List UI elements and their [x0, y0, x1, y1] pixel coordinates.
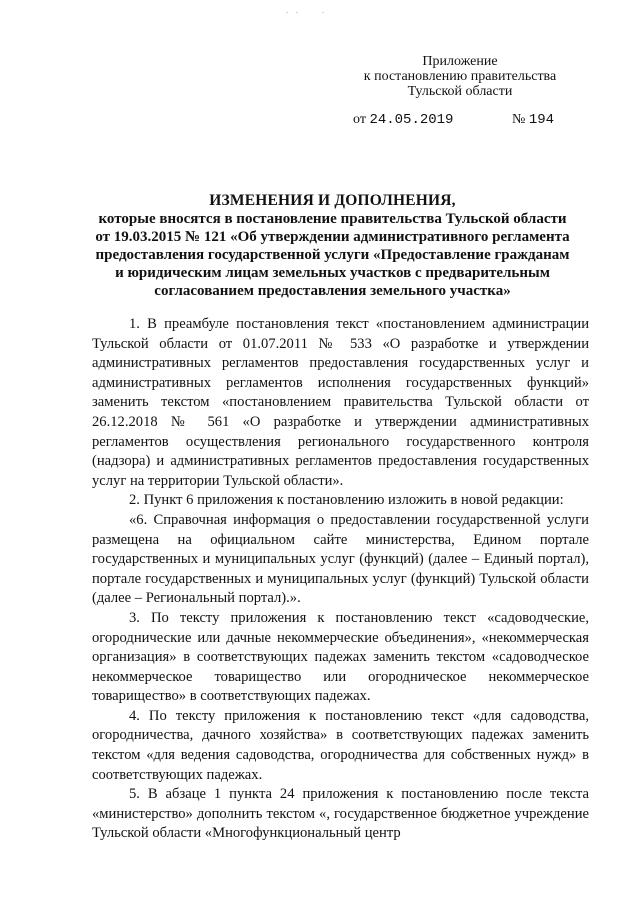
paragraph-3: 3. По тексту приложения к постановлению текст «садоводческие, огороднические или дачные некоммерческие объединения», «некоммерческая организация» в соответствующих падежах заменить текстом «садоводческое некоммерческое товарищество или огородническое некоммерческое товарищество» в соответствующих падежах. — [92, 609, 589, 705]
document-body — [92, 315, 589, 844]
date-value: 24.05.2019 — [369, 112, 454, 128]
scan-artifact — [296, 12, 298, 13]
appendix-label: Приложение — [422, 54, 498, 69]
title-line: которые вносятся в постановление правительства Тульской области — [98, 211, 567, 227]
number-line — [512, 112, 554, 128]
title-heading: ИЗМЕНЕНИЯ И ДОПОЛНЕНИЯ, — [209, 192, 456, 209]
paragraph-1: 1. В преамбуле постановления текст «постановлением администрации Тульской области от 01.07.2011 № 533 «О разработке и утверждении административных регламентов предоставления государственных услуг и административных регламентов исполнения государственных функций» заменить текстом «постановлением правительства Тульской области от 26.12.2018 № 561 «О разработке и утверждении административных регламентов осуществления регионального государственного контроля (надзора) и административных регламентов предоставления государственных услуг на территории Тульской области». — [92, 316, 589, 489]
title-line: и юридическим лицам земельных участков с предварительным — [115, 265, 550, 281]
document-title — [90, 192, 575, 300]
appendix-to: к постановлению правительства — [363, 69, 557, 84]
title-line: предоставления государственной услуги «Предоставление гражданам — [95, 247, 570, 263]
title-line: от 19.03.2015 № 121 «Об утверждении административного регламента — [95, 229, 570, 245]
paragraph-5: 5. В абзаце 1 пункта 24 приложения к постановлению после текста «министерство» дополнить текстом «, государственное бюджетное учреждение Тульской области «Многофункциональный центр — [92, 786, 589, 842]
scan-artifact — [322, 12, 324, 13]
appendix-header — [350, 54, 570, 99]
appendix-region: Тульской области — [407, 84, 513, 99]
title-line: согласованием предоставления земельного участка» — [154, 283, 511, 299]
scan-artifact — [286, 12, 288, 13]
date-prefix: от — [353, 112, 366, 127]
paragraph-4: 4. По тексту приложения к постановлению текст «для садоводства, огородничества, дачного хозяйства» в соответствующих падежах заменить текстом «для ведения садоводства, огородничества для собственных нужд» в соответствующих падежах. — [92, 707, 589, 783]
paragraph-2: 2. Пункт 6 приложения к постановлению изложить в новой редакции: — [129, 492, 564, 509]
date-line — [353, 112, 453, 128]
number-value: 194 — [528, 112, 555, 128]
number-sign: № — [512, 112, 526, 127]
paragraph-2-quote: «6. Справочная информация о предоставлении государственной услуги размещена на официальном сайте министерства, Едином портале государственных и муниципальных услуг (функций) (далее – Единый портал), портале государственных и муниципальных услуг (функций) Тульской области (далее – Региональный портал).». — [92, 511, 589, 607]
